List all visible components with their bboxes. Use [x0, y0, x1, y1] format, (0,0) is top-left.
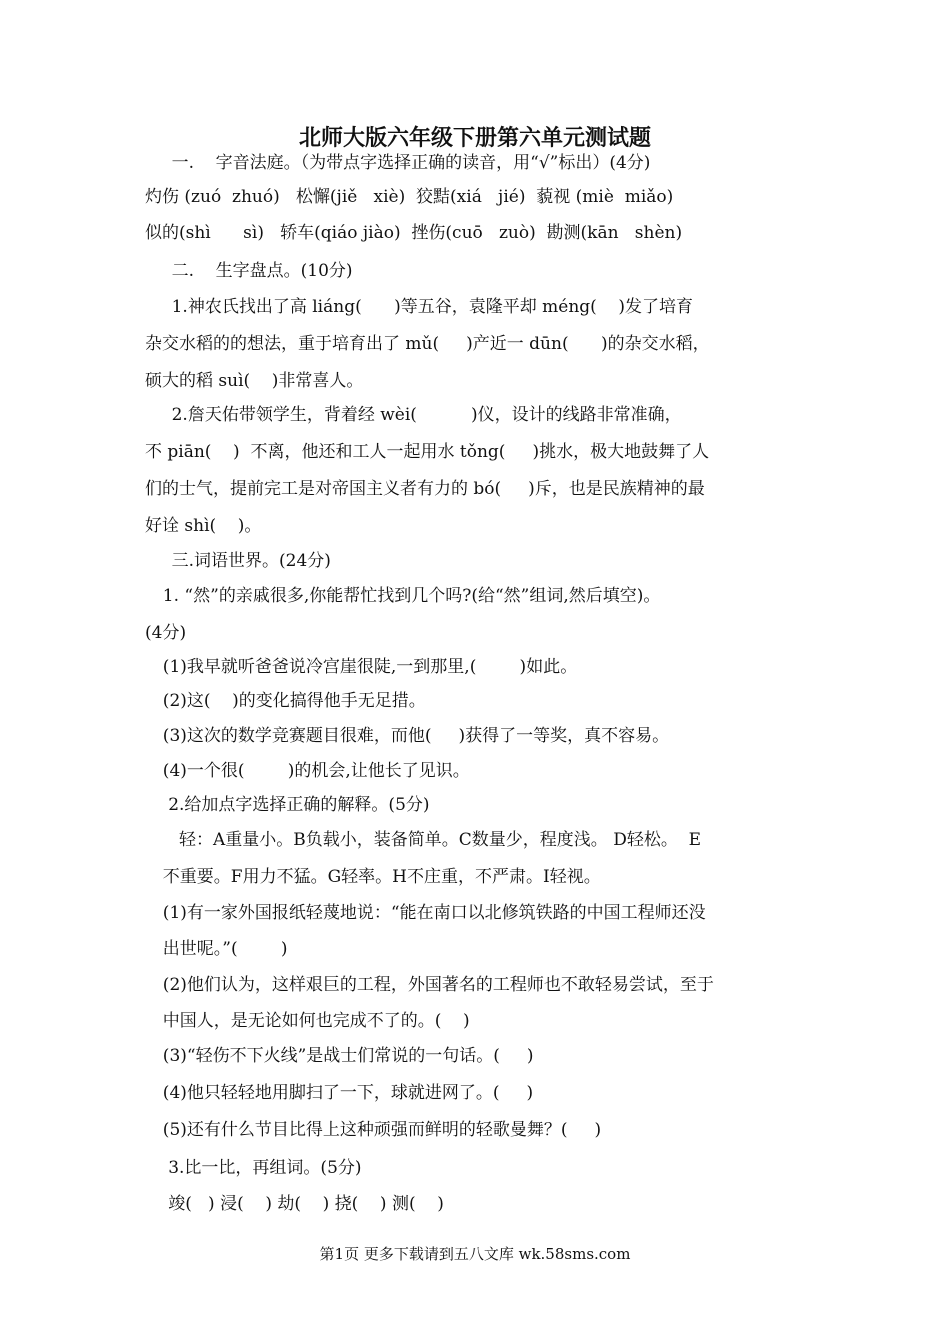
q3-2-item-2-line-2: 中国人，是无论如何也完成不了的。( )	[152, 1011, 470, 1031]
q3-2-item-4: (4)他只轻轻地用脚扫了一下，球就进网了。( )	[152, 1083, 534, 1103]
pinyin-row-2: 似的(shì sì) 轿车(qiáo jiào) 挫伤(cuō zuò) 勘测(kān shèn)	[145, 223, 683, 243]
q3-3-prompt: 3.比一比，再组词。(5分)	[152, 1158, 362, 1178]
q3-3-items: 竣( ) 浸( ) 劫( ) 挠( ) 测( )	[152, 1194, 444, 1214]
q2-1-line-1: 1.神农氏找出了高 liáng( )等五谷，袁隆平却 méng( )发了培育	[150, 297, 694, 317]
q2-2-line-3: 们的士气，提前完工是对帝国主义者有力的 bó( )斥，也是民族精神的最	[145, 479, 705, 499]
document-title: 北师大版六年级下册第六单元测试题	[298, 125, 651, 151]
q3-1-item-3: (3)这次的数学竞赛题目很难，而他( )获得了一等奖，真不容易。	[152, 726, 670, 746]
q3-1-item-4: (4)一个很( )的机会,让他长了见识。	[152, 761, 470, 781]
section-3-heading: 三.词语世界。(24分)	[150, 551, 331, 571]
q3-2-item-3: (3)“轻伤不下火线”是战士们常说的一句话。( )	[152, 1046, 534, 1066]
q3-1-points: (4分)	[145, 623, 187, 643]
q2-1-line-3: 硕大的稻 suì( )非常喜人。	[145, 371, 364, 391]
q3-1-item-2: (2)这( )的变化搞得他手无足措。	[152, 691, 426, 711]
q3-2-item-1-line-2: 出世呢。”( )	[152, 939, 288, 959]
q3-2-item-1-line-1: (1)有一家外国报纸轻蔑地说：“能在南口以北修筑铁路的中国工程师还没	[152, 903, 706, 923]
section-2-heading: 二. 生字盘点。(10分)	[150, 261, 353, 281]
page-footer: 第1页 更多下载请到五八文库 wk.58sms.com	[319, 1245, 631, 1263]
q3-2-item-5: (5)还有什么节目比得上这种顽强而鲜明的轻歌曼舞？( )	[152, 1120, 602, 1140]
q3-2-definitions-1: 轻：A重量小。B负载小，装备简单。C数量少，程度浅。 D轻松。 E	[152, 830, 702, 850]
q3-2-item-2-line-1: (2)他们认为，这样艰巨的工程，外国著名的工程师也不敢轻易尝试，至于	[152, 975, 714, 995]
q2-2-line-1: 2.詹天佑带领学生，背着经 wèi( )仪，设计的线路非常准确，	[150, 405, 682, 425]
section-1-heading: 一. 字音法庭。（为带点字选择正确的读音，用“√”标出）(4分)	[150, 153, 651, 173]
q2-2-line-4: 好诠 shì( )。	[145, 516, 262, 536]
q2-1-line-2: 杂交水稻的的想法，重于培育出了 mǔ( )产近一 dūn( )的杂交水稻，	[145, 334, 710, 354]
q3-2-prompt: 2.给加点字选择正确的解释。(5分)	[152, 795, 430, 815]
q3-1-item-1: (1)我早就听爸爸说冷宫崖很陡,一到那里,( )如此。	[152, 657, 578, 677]
q2-2-line-2: 不 piān( ) 不离，他还和工人一起用水 tǒng( )挑水，极大地鼓舞了人	[145, 442, 710, 462]
q3-2-definitions-2: 不重要。F用力不猛。G轻率。H不庄重，不严肃。I轻视。	[152, 867, 601, 887]
q3-1-prompt: 1. “然”的亲戚很多,你能帮忙找到几个吗?(给“然”组词,然后填空)。	[152, 586, 661, 606]
pinyin-row-1: 灼伤 (zuó zhuó) 松懈(jiě xiè) 狡黠(xiá jié) 藐视 (miè miǎo)	[145, 187, 674, 207]
